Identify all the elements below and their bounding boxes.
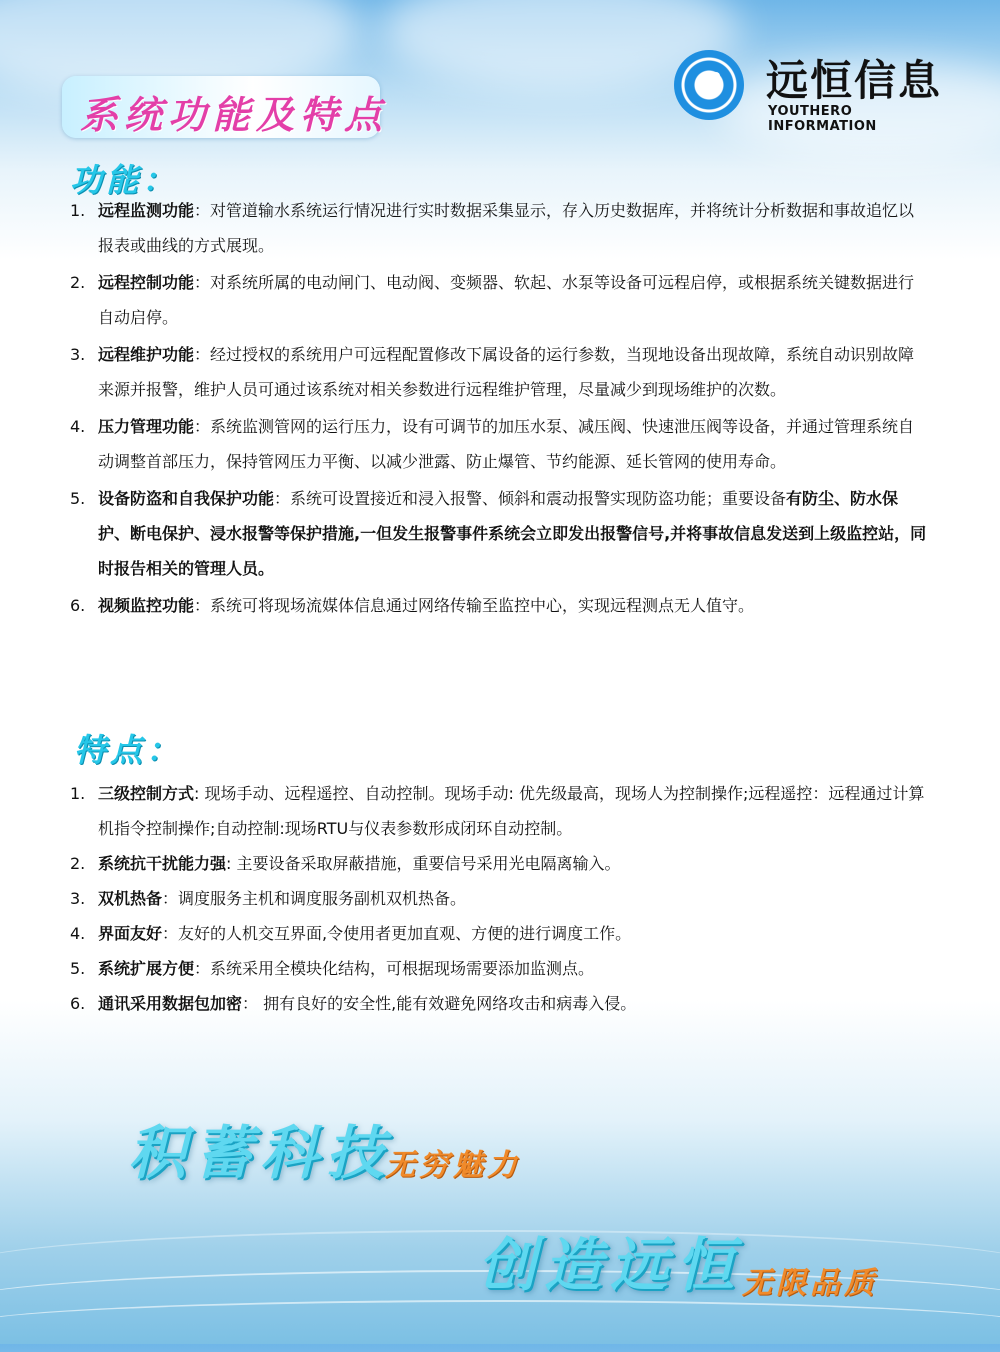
list-item bbox=[70, 193, 930, 263]
functions-heading: 功能： bbox=[70, 161, 179, 199]
list-item bbox=[70, 951, 930, 986]
item-text: ：经过授权的系统用户可远程配置修改下属设备的运行参数，当现地设备出现故障，系统自动识别故障来源并报警，维护人员可通过该系统对相关参数进行远程维护管理，尽量减少到现场维护的次数。 bbox=[98, 345, 915, 399]
item-label: 双机热备 bbox=[98, 889, 163, 908]
item-text: : 主要设备采取屏蔽措施，重要信号采用光电隔离输入。 bbox=[226, 854, 621, 873]
slogan-1-main: 积蓄科技 bbox=[128, 1119, 393, 1187]
item-label: 界面友好 bbox=[98, 924, 163, 943]
item-number: 3. bbox=[70, 345, 86, 364]
item-label: 系统扩展方便 bbox=[98, 959, 195, 978]
slogan-1-sub: 无穷魅力 bbox=[385, 1148, 521, 1183]
item-label: 视频监控功能 bbox=[98, 596, 195, 615]
list-item bbox=[70, 265, 930, 335]
list-item bbox=[70, 986, 930, 1021]
item-number: 5. bbox=[70, 489, 86, 508]
item-number: 2. bbox=[70, 854, 86, 873]
item-text: ：调度服务主机和调度服务副机双机热备。 bbox=[162, 889, 467, 908]
water-ripple bbox=[0, 1300, 1000, 1352]
item-label: 远程监测功能 bbox=[98, 201, 195, 220]
item-text-bold: 有防尘、防水保护、断电保护、浸水报警等保护措施,一但发生报警事件系统会立即发出报警信号,并将事故信息发送到上级监控站，同时报告相关的管理人员。 bbox=[98, 489, 927, 578]
item-number: 3. bbox=[70, 889, 86, 908]
item-text: ：对系统所属的电动闸门、电动阀、变频器、软起、水泵等设备可远程启停，或根据系统关键数据进行自动启停。 bbox=[98, 273, 915, 327]
logo-name-en: YOUTHERO INFORMATION bbox=[768, 104, 877, 134]
item-number: 2. bbox=[70, 273, 86, 292]
list-item bbox=[70, 337, 930, 407]
features-list bbox=[70, 776, 930, 1021]
item-text: ：系统采用全模块化结构，可根据现场需要添加监测点。 bbox=[194, 959, 595, 978]
item-number: 4. bbox=[70, 924, 86, 943]
item-label: 系统抗干扰能力强 bbox=[98, 854, 227, 873]
logo-highlight bbox=[712, 72, 720, 80]
item-text: ：系统可将现场流媒体信息通过网络传输至监控中心，实现远程测点无人值守。 bbox=[194, 596, 755, 615]
item-number: 4. bbox=[70, 417, 86, 436]
eye-logo-icon bbox=[674, 50, 744, 120]
item-text: : 现场手动、远程遥控、自动控制。现场手动: 优先级最高，现场人为控制操作;远程遥控：远程通过计算机指令控制操作;自动控制:现场RTU与仪表参数形成闭环自动控制。 bbox=[98, 784, 925, 838]
item-number: 5. bbox=[70, 959, 86, 978]
item-label: 通讯采用数据包加密 bbox=[98, 994, 243, 1013]
list-item bbox=[70, 776, 930, 846]
item-label: 压力管理功能 bbox=[98, 417, 195, 436]
item-text: ：对管道输水系统运行情况进行实时数据采集显示，存入历史数据库，并将统计分析数据和事故追忆以报表或曲线的方式展现。 bbox=[98, 201, 915, 255]
item-text: ：系统监测管网的运行压力，设有可调节的加压水泵、减压阀、快速泄压阀等设备，并通过管理系统自动调整首部压力，保持管网压力平衡、以减少泄露、防止爆管、节约能源、延长管网的使用寿命。 bbox=[98, 417, 915, 471]
item-label: 设备防盗和自我保护功能 bbox=[98, 489, 275, 508]
item-text: ： 拥有良好的安全性,能有效避免网络攻击和病毒入侵。 bbox=[242, 994, 637, 1013]
item-number: 6. bbox=[70, 596, 86, 615]
list-item bbox=[70, 588, 930, 623]
item-label: 远程维护功能 bbox=[98, 345, 195, 364]
item-text: ：友好的人机交互界面,令使用者更加直观、方便的进行调度工作。 bbox=[162, 924, 632, 943]
item-number: 1. bbox=[70, 201, 86, 220]
features-heading: 特点： bbox=[74, 731, 183, 769]
item-label: 三级控制方式 bbox=[98, 784, 195, 803]
page-title: 系统功能及特点 bbox=[80, 92, 389, 137]
list-item bbox=[70, 881, 930, 916]
item-number: 1. bbox=[70, 784, 86, 803]
list-item bbox=[70, 481, 930, 586]
list-item bbox=[70, 916, 930, 951]
company-logo bbox=[674, 48, 964, 134]
item-number: 6. bbox=[70, 994, 86, 1013]
slogan-2-main: 创造远恒 bbox=[478, 1231, 743, 1299]
item-label: 远程控制功能 bbox=[98, 273, 195, 292]
list-item bbox=[70, 409, 930, 479]
logo-name-cn: 远恒信息 bbox=[766, 56, 943, 105]
list-item bbox=[70, 846, 930, 881]
item-text: ：系统可设置接近和浸入报警、倾斜和震动报警实现防盗功能；重要设备 bbox=[274, 489, 787, 508]
functions-list bbox=[70, 193, 930, 623]
slogan-2-sub: 无限品质 bbox=[742, 1266, 878, 1301]
